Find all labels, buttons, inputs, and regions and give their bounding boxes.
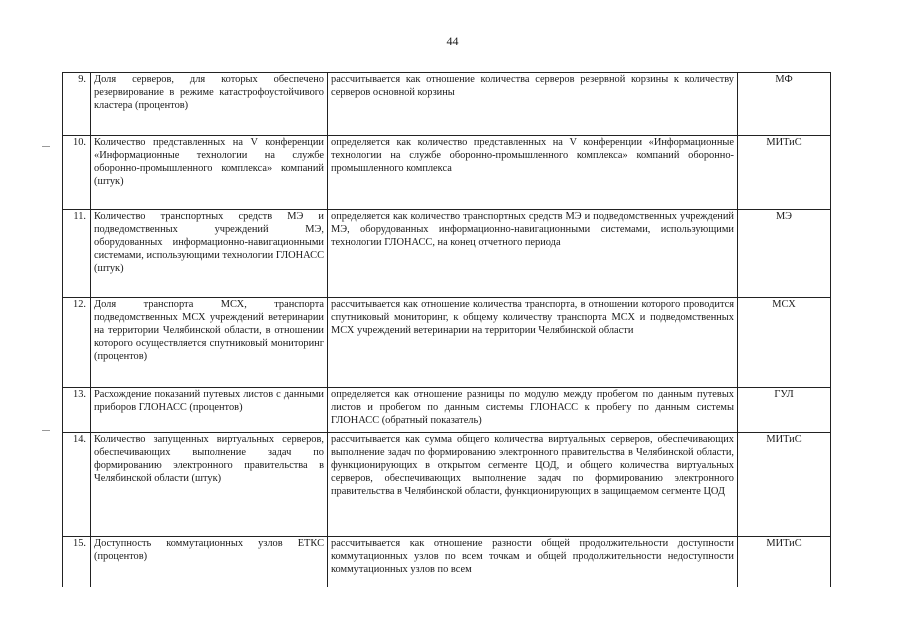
margin-tick-mark xyxy=(42,430,50,431)
row-number: 11. xyxy=(63,210,91,298)
responsible-body: МИТиС xyxy=(738,537,831,587)
margin-tick-mark xyxy=(42,146,50,147)
indicator-name: Доступность коммутационных узлов ЕТКС (процентов) xyxy=(91,537,328,587)
indicator-name: Доля транспорта МСХ, транспорта подведомственных МСХ учреждений ветеринарии на территории Челябинской области, в отношении которого осуществляется спутниковый мониторинг (процентов) xyxy=(91,298,328,388)
row-number: 10. xyxy=(63,136,91,210)
responsible-body: МЭ xyxy=(738,210,831,298)
table-row xyxy=(63,537,831,587)
calculation-method: рассчитывается как отношение количества серверов резервной корзины к количеству серверов основной корзины xyxy=(328,73,738,136)
row-number: 15. xyxy=(63,537,91,587)
indicator-name: Количество представленных на V конференции «Информационные технологии на службе оборонно-промышленного комплекса» компаний (штук) xyxy=(91,136,328,210)
table-row xyxy=(63,433,831,537)
row-number: 14. xyxy=(63,433,91,537)
table-row xyxy=(63,136,831,210)
responsible-body: МФ xyxy=(738,73,831,136)
indicator-name: Количество транспортных средств МЭ и подведомственных учреждений МЭ, оборудованных информационно-навигационными системами, использующими технологии ГЛОНАСС (штук) xyxy=(91,210,328,298)
indicator-table xyxy=(62,72,831,587)
calculation-method: определяется как количество транспортных средств МЭ и подведомственных учреждений МЭ, оборудованных информационно-навигационными системами, использующими технологии ГЛОНАСС, на конец отчетного периода xyxy=(328,210,738,298)
row-number: 9. xyxy=(63,73,91,136)
calculation-method: рассчитывается как отношение количества транспорта, в отношении которого проводится спутниковый мониторинг, к общему количеству транспорта МСХ и подведомственных МСХ учреждений ветеринарии на территории Челябинской области xyxy=(328,298,738,388)
responsible-body: МСХ xyxy=(738,298,831,388)
table-row xyxy=(63,388,831,433)
calculation-method: рассчитывается как сумма общего количества виртуальных серверов, обеспечивающих выполнение задач по формированию электронного правительства в Челябинской области, функционирующих в открытом сегменте ЦОД, и общего количества виртуальных серверов, обеспечивающих выполнение задач по формированию электронного правительства в Челябинской области, функционирующих в защищаемом сегменте ЦОД xyxy=(328,433,738,537)
table-row xyxy=(63,298,831,388)
calculation-method: рассчитывается как отношение разности общей продолжительности доступности коммутационных узлов по всем точкам и общей продолжительности недоступности коммутационных узлов по всем xyxy=(328,537,738,587)
table-row xyxy=(63,73,831,136)
indicator-name: Расхождение показаний путевых листов с данными приборов ГЛОНАСС (процентов) xyxy=(91,388,328,433)
page-number: 44 xyxy=(446,34,459,48)
indicator-name: Доля серверов, для которых обеспечено резервирование в режиме катастрофоустойчивого кластера (процентов) xyxy=(91,73,328,136)
table-row xyxy=(63,210,831,298)
row-number: 12. xyxy=(63,298,91,388)
calculation-method: определяется как количество представленных на V конференции «Информационные технологии на службе оборонно-промышленного комплекса» компаний оборонно-промышленного комплекса xyxy=(328,136,738,210)
calculation-method: определяется как отношение разницы по модулю между пробегом по данным путевых листов и пробегом по данным системы ГЛОНАСС к пробегу по данным системы ГЛОНАСС (обратный показатель) xyxy=(328,388,738,433)
responsible-body: МИТиС xyxy=(738,136,831,210)
indicator-name: Количество запущенных виртуальных серверов, обеспечивающих выполнение задач по формированию электронного правительства в Челябинской области (штук) xyxy=(91,433,328,537)
responsible-body: МИТиС xyxy=(738,433,831,537)
row-number: 13. xyxy=(63,388,91,433)
responsible-body: ГУЛ xyxy=(738,388,831,433)
